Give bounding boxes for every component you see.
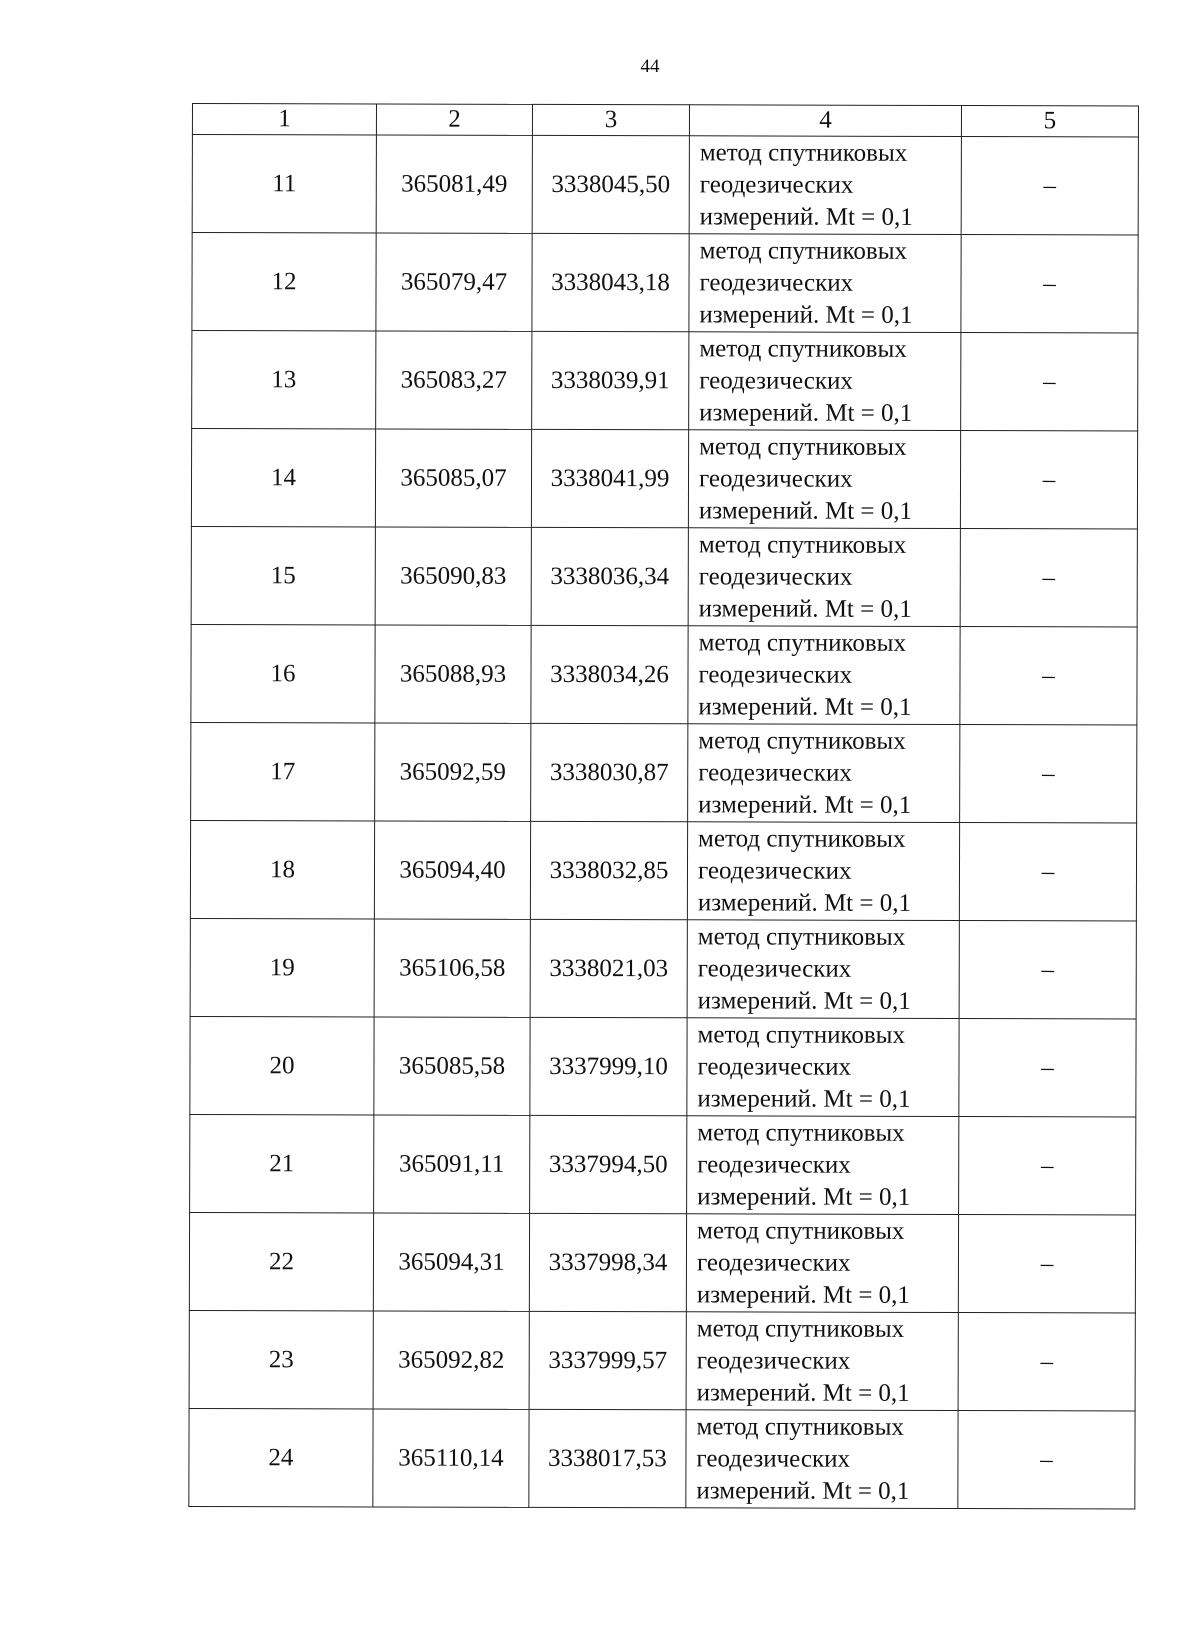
table-row: [191, 722, 1137, 822]
method-line: геодезических: [696, 1444, 851, 1473]
dash-mark: –: [1040, 1250, 1054, 1278]
method-line: метод спутниковых: [698, 628, 907, 657]
method-line: геодезических: [697, 856, 852, 885]
method-line: метод спутниковых: [697, 922, 906, 951]
method-line: геодезических: [697, 954, 852, 983]
method-line: измерений. Mt = 0,1: [698, 790, 912, 819]
method-line: метод спутниковых: [697, 1020, 906, 1049]
table-body: [189, 135, 1139, 1509]
method-line: геодезических: [699, 170, 854, 199]
note-cell: [959, 1117, 1136, 1215]
coordinate-y-cell: 3337998,34: [529, 1213, 686, 1311]
method-cell: [688, 724, 960, 823]
method-line: метод спутниковых: [698, 530, 907, 559]
method-cell: [687, 920, 959, 1019]
coordinate-y-cell: 3337999,57: [529, 1311, 686, 1409]
coordinate-x-cell: 365085,07: [375, 429, 531, 527]
table-row: [192, 135, 1138, 235]
table-row: [190, 1114, 1136, 1214]
dash-mark: –: [1041, 956, 1055, 984]
table-row: [189, 1408, 1135, 1508]
coordinate-x-cell: 365094,31: [373, 1213, 529, 1311]
method-cell: [686, 1410, 958, 1509]
method-line: геодезических: [698, 660, 853, 689]
point-number-cell: 20: [190, 1016, 374, 1114]
coordinate-y-cell: 3338034,26: [531, 625, 688, 723]
method-line: измерений. Mt = 0,1: [698, 692, 912, 721]
point-number-cell: 17: [191, 722, 375, 820]
point-number-cell: 15: [191, 526, 375, 624]
method-line: геодезических: [698, 758, 852, 787]
method-line: измерений. Mt = 0,1: [698, 496, 913, 525]
coordinate-x-cell: 365092,59: [375, 723, 531, 821]
coordinate-y-cell: 3338032,85: [530, 821, 687, 919]
method-line: измерений. Mt = 0,1: [697, 888, 912, 917]
method-line: метод спутниковых: [699, 334, 907, 363]
note-cell: [961, 137, 1138, 235]
header-col-5: 5: [961, 106, 1138, 137]
coordinate-x-cell: 365088,93: [375, 625, 531, 723]
coordinate-x-cell: 365085,58: [374, 1017, 530, 1115]
method-line: измерений. Mt = 0,1: [696, 1378, 910, 1407]
method-line: геодезических: [699, 366, 853, 395]
coordinate-y-cell: 3338021,03: [530, 919, 687, 1017]
note-cell: [960, 627, 1137, 725]
dash-mark: –: [1041, 1054, 1054, 1082]
coordinate-y-cell: 3338030,87: [531, 723, 688, 821]
coordinate-y-cell: 3337999,10: [530, 1017, 687, 1115]
point-number-cell: 19: [190, 918, 374, 1016]
method-line: геодезических: [697, 1150, 851, 1179]
method-cell: [689, 234, 961, 333]
method-line: измерений. Mt = 0,1: [698, 594, 912, 623]
method-line: метод спутниковых: [699, 432, 907, 461]
table-row: [190, 1016, 1136, 1116]
method-line: метод спутниковых: [698, 824, 906, 853]
coordinate-y-cell: 3337994,50: [530, 1115, 687, 1213]
point-number-cell: 18: [190, 820, 374, 918]
table-row: [189, 1212, 1135, 1312]
point-number-cell: 16: [191, 624, 375, 722]
header-col-2: 2: [376, 104, 532, 135]
point-number-cell: 12: [192, 233, 376, 331]
point-number-cell: 11: [192, 135, 376, 233]
coordinate-x-cell: 365079,47: [376, 233, 532, 331]
table-header: [192, 104, 1138, 137]
method-cell: [688, 528, 960, 627]
dash-mark: –: [1042, 564, 1056, 592]
point-number-cell: 24: [189, 1408, 373, 1506]
method-line: метод спутниковых: [697, 1118, 905, 1147]
table-row: [190, 918, 1136, 1018]
dash-mark: –: [1041, 760, 1055, 788]
point-number-cell: 23: [189, 1310, 373, 1408]
header-col-1: 1: [192, 104, 376, 135]
method-cell: [689, 136, 961, 235]
coordinate-x-cell: 365092,82: [373, 1311, 529, 1409]
coordinate-x-cell: 365083,27: [376, 331, 532, 429]
point-number-cell: 22: [189, 1212, 373, 1310]
table-row: [191, 429, 1137, 529]
point-number-cell: 21: [190, 1114, 374, 1212]
header-row: [192, 104, 1138, 137]
method-line: метод спутниковых: [699, 236, 908, 265]
table-row: [191, 526, 1137, 626]
table-row: [192, 331, 1138, 431]
table-row: [191, 624, 1137, 724]
note-cell: [961, 235, 1138, 333]
coordinate-x-cell: 365110,14: [373, 1409, 529, 1507]
method-line: измерений. Mt = 0,1: [699, 398, 913, 427]
method-cell: [688, 626, 960, 725]
method-line: геодезических: [696, 1248, 851, 1277]
method-line: измерений. Mt = 0,1: [697, 1084, 911, 1113]
dash-mark: –: [1040, 1446, 1053, 1474]
coordinate-y-cell: 3338036,34: [531, 527, 688, 625]
coordinate-y-cell: 3338045,50: [532, 135, 689, 233]
method-cell: [688, 430, 960, 529]
method-cell: [689, 332, 961, 431]
method-line: измерений. Mt = 0,1: [696, 1280, 910, 1309]
note-cell: [959, 823, 1136, 921]
method-cell: [687, 822, 959, 921]
table-row: [190, 820, 1136, 920]
point-number-cell: 14: [191, 429, 375, 527]
method-line: метод спутниковых: [696, 1412, 904, 1441]
table-row: [192, 233, 1138, 333]
method-line: геодезических: [699, 268, 854, 297]
method-line: геодезических: [697, 1052, 852, 1081]
method-cell: [686, 1312, 958, 1411]
coordinate-x-cell: 365094,40: [374, 821, 530, 919]
note-cell: [960, 725, 1137, 823]
header-col-4: 4: [689, 105, 961, 137]
dash-mark: –: [1041, 858, 1055, 886]
coordinate-x-cell: 365106,58: [374, 919, 530, 1017]
note-cell: [959, 921, 1136, 1019]
table-row: [189, 1310, 1135, 1410]
coordinate-x-cell: 365091,11: [374, 1115, 530, 1213]
coordinate-y-cell: 3338043,18: [532, 233, 689, 331]
coordinate-y-cell: 3338017,53: [529, 1409, 686, 1507]
dash-mark: –: [1042, 466, 1056, 494]
page-number: 44: [640, 56, 660, 77]
note-cell: [960, 431, 1137, 529]
dash-mark: –: [1040, 1348, 1053, 1376]
dash-mark: –: [1042, 662, 1055, 690]
method-cell: [687, 1116, 959, 1215]
header-col-3: 3: [532, 104, 689, 135]
method-line: измерений. Mt = 0,1: [697, 986, 911, 1015]
note-cell: [960, 529, 1137, 627]
method-line: метод спутниковых: [699, 138, 908, 167]
dash-mark: –: [1042, 368, 1056, 396]
method-line: измерений. Mt = 0,1: [696, 1476, 910, 1505]
dash-mark: –: [1040, 1152, 1054, 1180]
method-line: метод спутниковых: [697, 1216, 905, 1245]
coordinate-x-cell: 365081,49: [376, 135, 532, 233]
method-line: геодезических: [698, 464, 853, 493]
dash-mark: –: [1043, 270, 1056, 298]
method-cell: [686, 1214, 958, 1313]
method-line: метод спутниковых: [696, 1314, 905, 1343]
note-cell: [958, 1313, 1135, 1411]
method-line: геодезических: [698, 562, 853, 591]
dash-mark: –: [1043, 172, 1057, 200]
coordinate-x-cell: 365090,83: [375, 527, 531, 625]
note-cell: [961, 333, 1138, 431]
method-cell: [687, 1018, 959, 1117]
note-cell: [958, 1411, 1135, 1509]
coordinate-y-cell: 3338039,91: [532, 331, 689, 429]
point-number-cell: 13: [192, 331, 376, 429]
method-line: метод спутниковых: [698, 726, 906, 755]
method-line: измерений. Mt = 0,1: [697, 1182, 911, 1211]
method-line: геодезических: [696, 1346, 851, 1375]
coordinate-y-cell: 3338041,99: [531, 429, 688, 527]
note-cell: [958, 1215, 1135, 1313]
coordinates-table: [188, 103, 1139, 1509]
method-line: измерений. Mt = 0,1: [699, 202, 913, 231]
method-line: измерений. Mt = 0,1: [699, 300, 913, 329]
note-cell: [959, 1019, 1136, 1117]
